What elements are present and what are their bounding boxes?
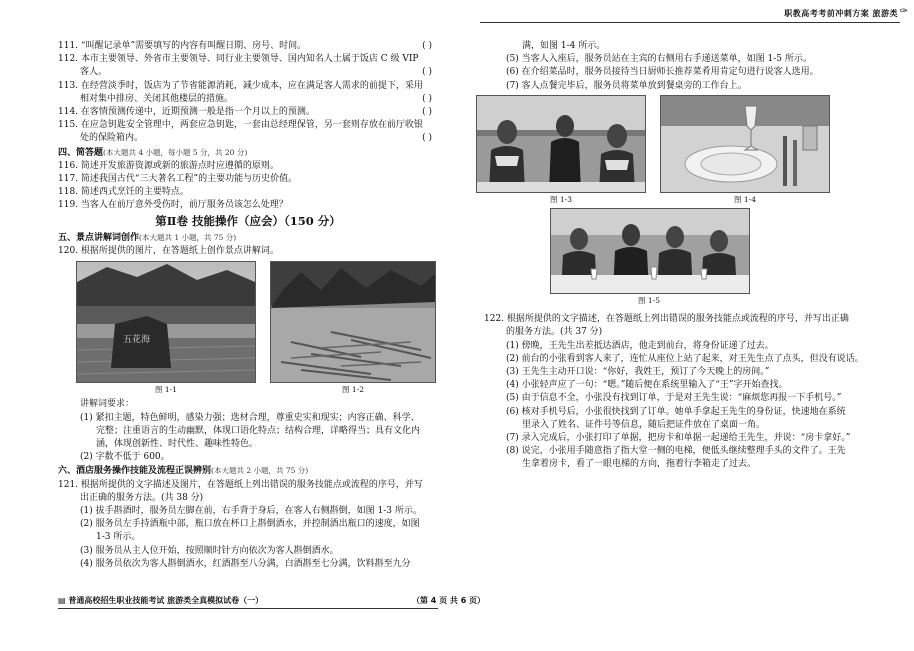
item-6: (6) 核对手机号后，小张很快找到了订单。她单手拿起王先生的身份证，快速地在系统 [506, 406, 846, 417]
step-1: (1) 拔手斟酒时，服务员左脚在前，右手背于身后，在客人右侧斟倒，如图 1-3 所示。 [80, 506, 422, 517]
figure-1-4-caption: 图 1-4 [734, 194, 756, 204]
step-5: (5) 当客人入座后，服务员站在主宾的右侧用右手递送菜单，如图 1-5 所示。 [506, 54, 812, 65]
question-113: 113. 在经营淡季时，饭店为了节省能源消耗，减少成本，应在满足客人需求的前提下，采用 [58, 80, 423, 91]
footer-title: 普通高校招生职业技能考试 旅游类全真模拟试卷（一） [68, 596, 264, 605]
part-2-title: 第Ⅱ卷 技能操作（应会）（150 分） [155, 213, 341, 228]
page-header: 职教高考考前冲刺方案 旅游类 [784, 9, 898, 18]
right-column: 满，如图 1-4 所示。 (5) 当客人入座后，服务员站在主宾的右侧用右手递送菜单，如图 1-5 所示。 (6) 在介绍菜品时，服务员接待当日厨师长推荐菜肴用肯定句进行说客人选用。 (7) 客人点餐完毕后，服务员将菜单放到餐桌旁的工作台上。 图 1-3 图 1-4 图 1-5 122. 根据所提供的文字描述，在答题纸上列出错误的服务技能点或流程的序号，并写出正确 的服务方法。(共 37 分) (1) 傍晚，王先生出差抵达酒店，他走到前台，将身份证递了过去。 (2) 前台的小张看到客人来了，连忙从座位上站了起来，对王先生点了点头，但没有说话。 (3) 王先生主动开口说：“你好，我姓王，预订了今天晚上的房间。” (4) 小张轻声应了一句：“嗯。”随后便在系统里输入了“王”字开始查找。 (5) 由于信息不全，小张没有找到订单，于是对王先生说：“麻烦您再报一下手机号。” (6) 核对手机号后，小张很快找到了订单。她单手拿起王先生的身份证，快速地在系统 里录入了姓名、证件号等信息，随后把证件放在了桌面一角。 (7) 录入完成后，小张打印了单据，把房卡和单据一起递给王先生，并说：“房卡拿好。” (8) 说完，小张用手随意指了指大堂一侧的电梯，便低头继续整理手头的文件了。王先 生拿着房卡，看了一眼电梯的方向，拖着行李箱走了过去。 [484, 40, 858, 472]
question-118: 118. 简述西式烹饪的主要特点。 [58, 187, 189, 198]
item-5: (5) 由于信息不全，小张没有找到订单，于是对王先生说：“麻烦您再报一下手机号。” [506, 393, 842, 404]
figure-1-1-caption: 图 1-1 [155, 385, 177, 395]
stone-inscription: 五花海 [123, 335, 151, 346]
figure-1-1-image [76, 261, 256, 383]
figure-1-5-image [550, 208, 750, 294]
footer-icon: ▤ [58, 596, 69, 605]
item-8: (8) 说完，小张用手随意指了指大堂一侧的电梯，便低头继续整理手头的文件了。王先 [506, 446, 846, 457]
left-column: 111. “叫醒记录单”需要填写的内容有叫醒日期、房号、时间。 ( ) 112. 本市主要领导、外省市主要领导、同行业主要领导、国内知名人士属于饭店 C 级 VIP 客人。 ( ) 113. 在经营淡季时，饭店为了节省能源消耗，减少成本，应在满足客人需求的前提下，采用 相对集中排房、关闭其他楼层的措施。 ( ) 114. 在客情预测传递中，近期预测一般是指一个月以上的预测。 ( ) 115. 在应急钥匙安全管理中，两套应急钥匙，一套由总经理保管，另一套则存放在前厅收银 处的保险箱内。 ( ) 四、简答题(本大题共 4 小题，每小题 5 分，共 20 分) 116. 简述开发旅游资源或新的旅游点时应遵循的原则。 117. 简述我国古代“三大著名工程”的主要功能与历史价值。 118. 简述西式烹饪的主要特点。 119. 当客人在前厅意外受伤时，前厅服务员该怎么处理？ 第Ⅱ卷 技能操作（应会）（150 分） 五、景点讲解词创作(本大题共 1 小题，共 75 分) 120. 根据所提供的图片，在答题纸上创作景点讲解词。 五花海 图 1-1 图 1-2 讲解词要求： (1) 紧扣主题，特色鲜明，感染力强；选材合理，尊重史实和现实；内容正确、科学、 完整；注重语言的生动幽默，体现口语化特点；结构合理，详略得当；具有文化内 涵，体现创新性、时代性、趣味性特色。 (2) 字数不低于 600。 六、酒店服务操作技能及流程正误辨别(本大题共 2 小题，共 75 分) 121. 根据所提供的文字描述及图片，在答题纸上列出错误的服务技能点或流程的序号，并写 出正确的服务方法。(共 38 分) (1) 拔手斟酒时，服务员左脚在前，右手背于身后，在客人右侧斟倒，如图 1-3 所示。 (2) 服务员左手持酒瓶中部，瓶口放在杯口上斟倒酒水，并控制酒出瓶口的速度，如图 1-3 所示。 (3) 服务员从主人位开始，按照顺时针方向依次为客人斟倒酒水。 (4) 服务员依次为客人斟倒酒水，红酒斟至八分满，白酒斟至七分满，饮料斟至九分 [58, 40, 438, 571]
figure-1-3-caption: 图 1-3 [550, 194, 572, 204]
figures-1-1-1-2 [76, 261, 438, 396]
figures-1-3-1-4 [476, 95, 858, 206]
step-3: (3) 服务员从主人位开始，按照顺时针方向依次为客人斟倒酒水。 [80, 545, 339, 556]
step-2: (2) 服务员左手持酒瓶中部，瓶口放在杯口上斟倒酒水，并控制酒出瓶口的速度，如图 [80, 519, 420, 530]
figure-1-4-image [660, 95, 830, 193]
section-4-heading: 四、简答题(本大题共 4 小题，每小题 5 分，共 20 分) [58, 147, 248, 158]
question-119: 119. 当客人在前厅意外受伤时，前厅服务员该怎么处理？ [58, 200, 288, 211]
question-117: 117. 简述我国古代“三大著名工程”的主要功能与历史价值。 [58, 174, 298, 185]
figure-1-5 [550, 208, 858, 307]
question-114: 114. 在客情预测传递中，近期预测一般是指一个月以上的预测。 ( ) [58, 107, 432, 118]
step-4-cont: 满，如图 1-4 所示。 [522, 41, 606, 51]
footer-rule [58, 608, 438, 609]
figure-1-2-caption: 图 1-2 [342, 385, 364, 395]
item-1: (1) 傍晚，王先生出差抵达酒店，他走到前台，将身份证递了过去。 [506, 340, 774, 351]
question-121: 121. 根据所提供的文字描述及图片，在答题纸上列出错误的服务技能点或流程的序号，并写 [58, 479, 423, 490]
section-5-heading: 五、景点讲解词创作(本大题共 1 小题，共 75 分) [58, 232, 237, 243]
page-footer [58, 595, 892, 606]
figure-1-3-image [476, 95, 646, 193]
question-112: 112. 本市主要领导、外省市主要领导、同行业主要领导、国内知名人士属于饭店 C 级 VIP [58, 54, 419, 65]
item-3: (3) 王先生主动开口说：“你好，我姓王，预订了今天晚上的房间。” [506, 367, 770, 378]
item-4: (4) 小张轻声应了一句：“嗯。”随后便在系统里输入了“王”字开始查找。 [506, 380, 788, 391]
section-6-heading: 六、酒店服务操作技能及流程正误辨别(本大题共 2 小题，共 75 分) [58, 466, 309, 477]
requirement-1: (1) 紧扣主题，特色鲜明，感染力强；选材合理，尊重史实和现实；内容正确、科学、 [80, 412, 420, 423]
step-7: (7) 客人点餐完毕后，服务员将菜单放到餐桌旁的工作台上。 [506, 80, 747, 91]
requirements-label: 讲解词要求： [80, 399, 135, 410]
header-rule [480, 22, 900, 23]
question-116: 116. 简述开发旅游资源或新的旅游点时应遵循的原则。 [58, 160, 279, 171]
figure-1-5-caption: 图 1-5 [638, 296, 660, 306]
question-111: 111. “叫醒记录单”需要填写的内容有叫醒日期、房号、时间。 ( ) [58, 41, 432, 51]
requirement-2: (2) 字数不低于 600。 [80, 452, 170, 463]
page-number: （第 4 页 共 6 页） [412, 596, 486, 605]
item-2: (2) 前台的小张看到客人来了，连忙从座位上站了起来，对王先生点了点头，但没有说话。 [506, 353, 864, 364]
step-4: (4) 服务员依次为客人斟倒酒水，红酒斟至八分满，白酒斟至七分满，饮料斟至九分 [80, 558, 411, 569]
header-logo-icon: ✑ [899, 6, 908, 17]
question-115: 115. 在应急钥匙安全管理中，两套应急钥匙，一套由总经理保管，另一套则存放在前厅收银 [58, 120, 423, 131]
figure-1-2-image [270, 261, 436, 383]
question-122: 122. 根据所提供的文字描述，在答题纸上列出错误的服务技能点或流程的序号，并写出正确 [484, 314, 849, 325]
step-6: (6) 在介绍菜品时，服务员接待当日厨师长推荐菜肴用肯定句进行说客人选用。 [506, 67, 819, 78]
question-120: 120. 根据所提供的图片，在答题纸上创作景点讲解词。 [58, 246, 279, 257]
item-7: (7) 录入完成后，小张打印了单据，把房卡和单据一起递给王先生，并说：“房卡拿好。” [506, 433, 851, 444]
